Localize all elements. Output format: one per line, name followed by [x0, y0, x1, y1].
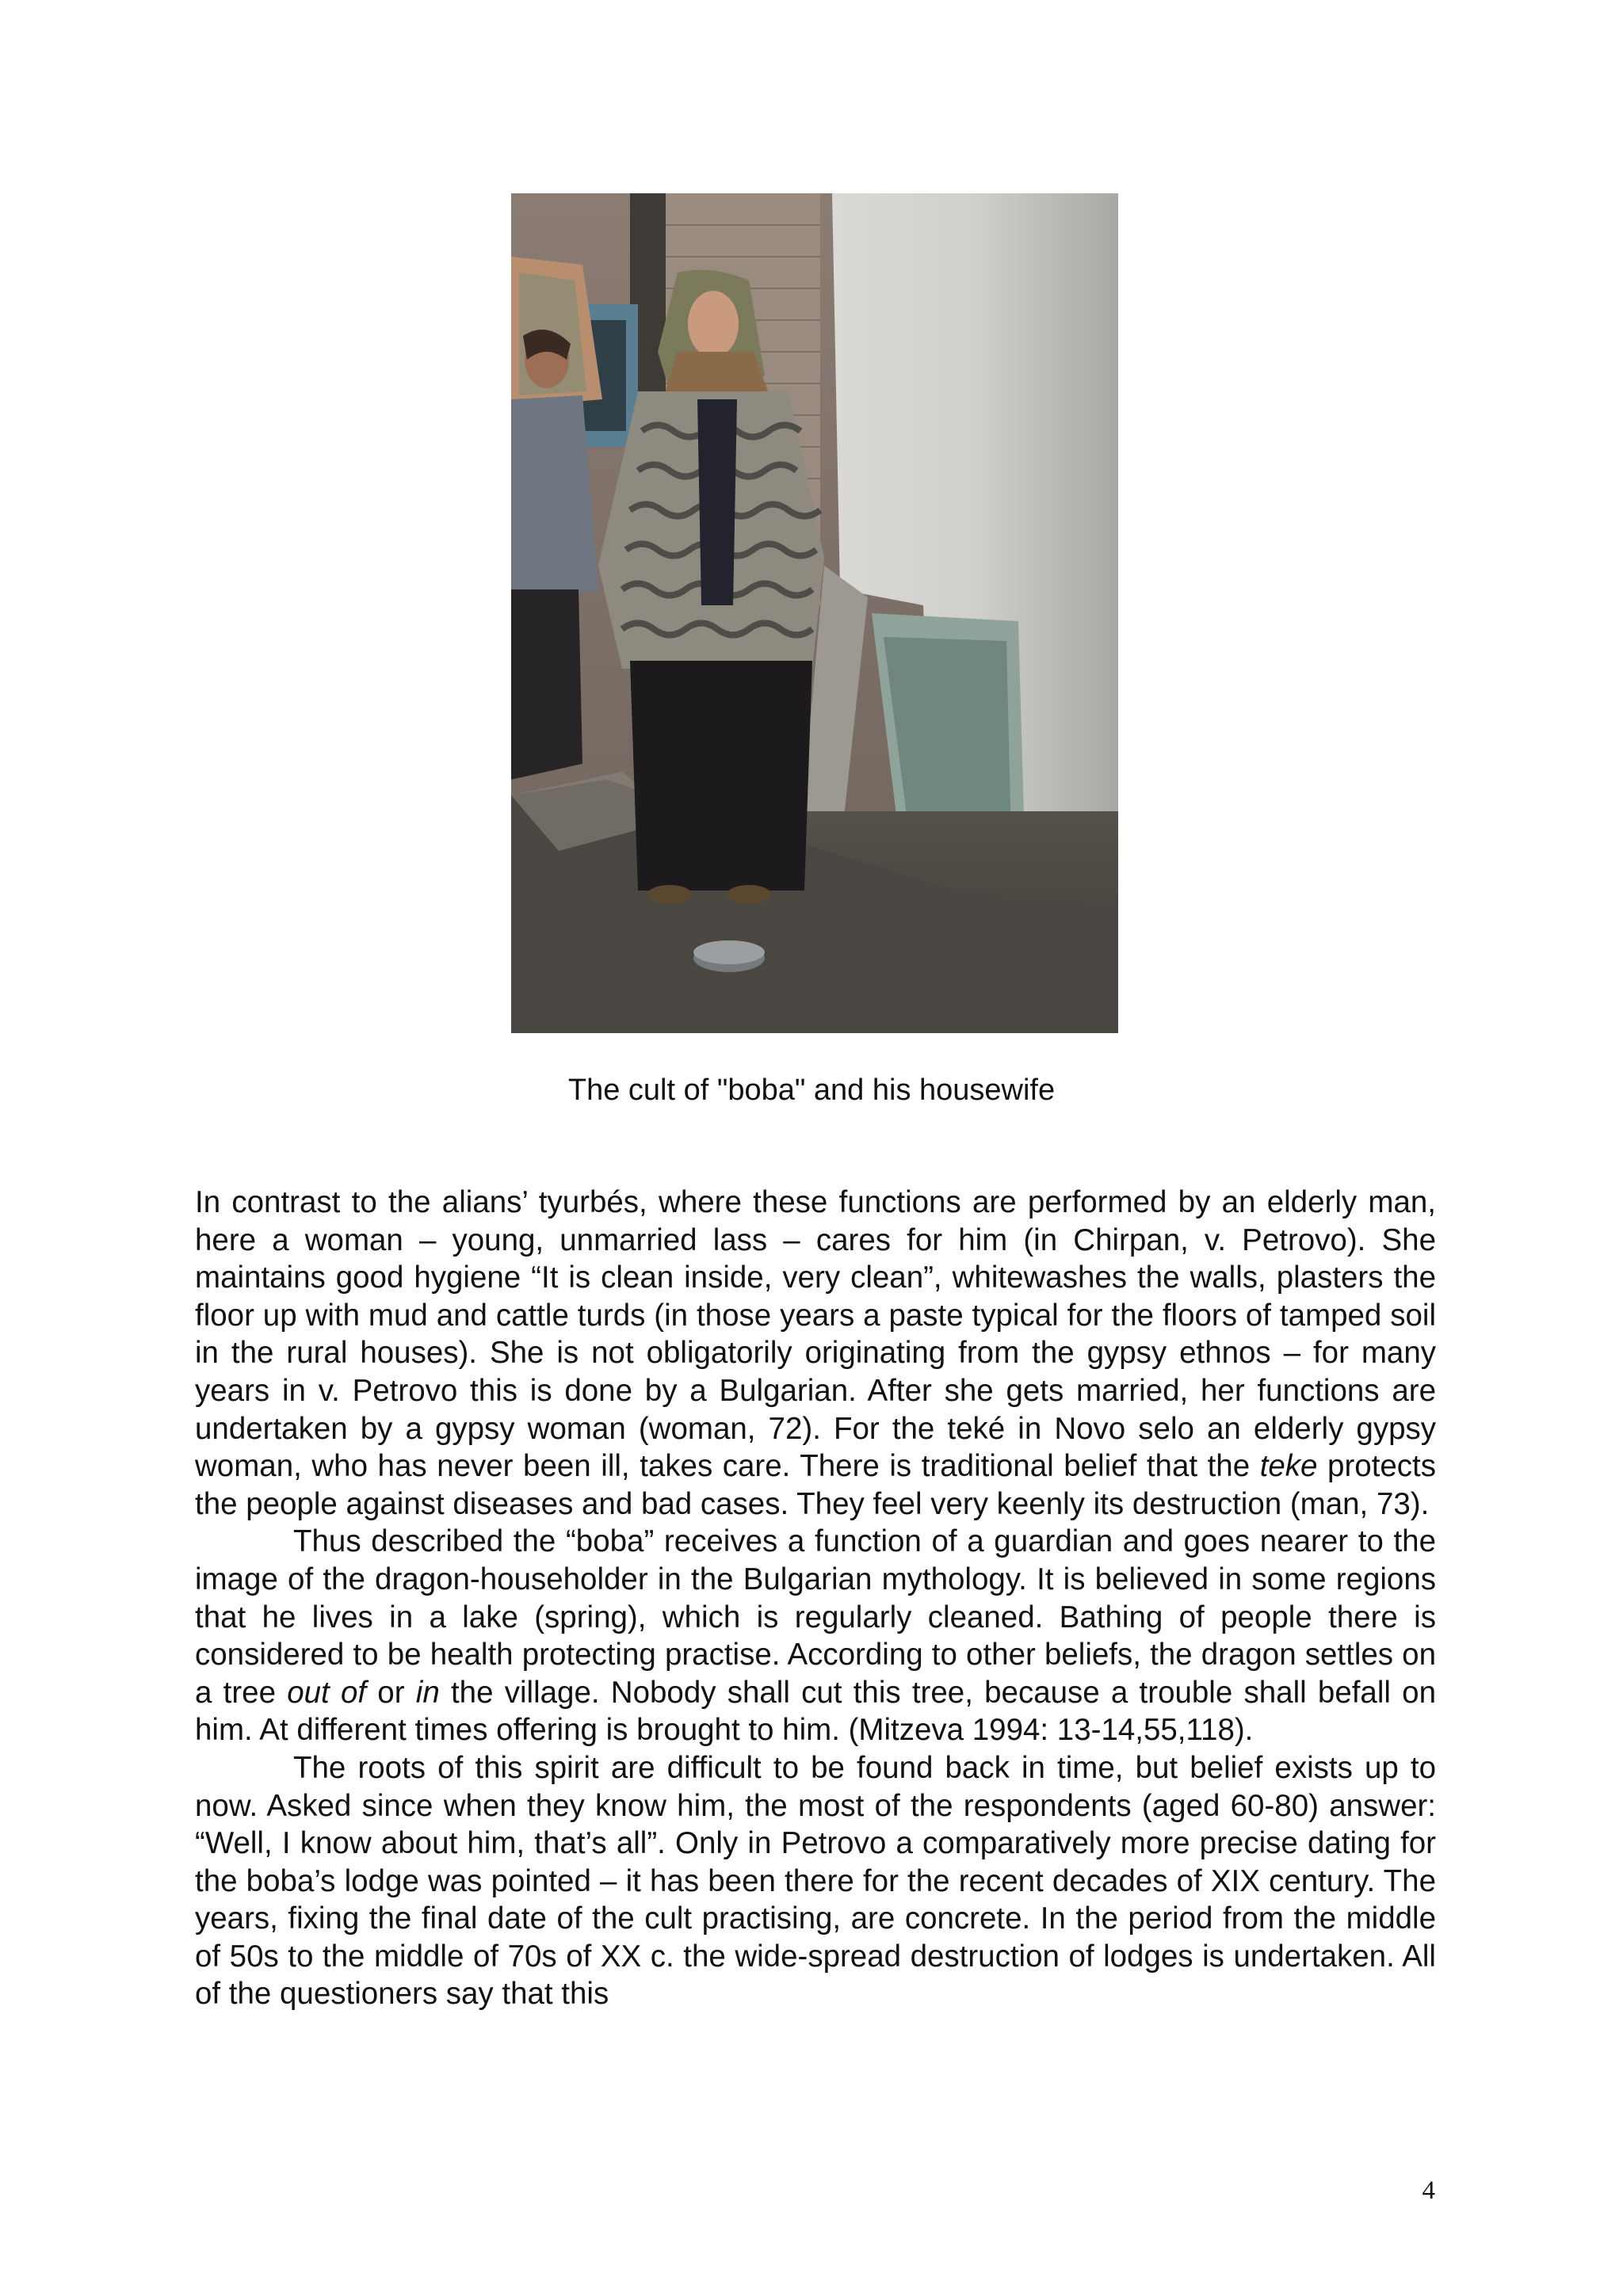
figure-caption: The cult of "boba" and his housewife [567, 1074, 1056, 1107]
page-number: 4 [1422, 2176, 1435, 2205]
paragraph-3: The roots of this spirit are difficult to be found back in time, but belief exists up to now. Asked since when they know him, the most of the respondents (aged 60-80) answer: “Well, I know about him, that’s all”. Only in Petrovo a comparatively more precise dating for the boba’s lodge was pointed – it has been there for the recent decades of XIX century. The years, fixing the final date of the cult practising, are concrete. In the period from the middle of 50s to the middle of 70s of XX c. the wide-spread destruction of lodges is undertaken. All of the questioners say that this [195, 1750, 1436, 2012]
paragraph-2-italic-1: out of [287, 1675, 367, 1710]
paragraph-1-text-a: In contrast to the alians’ tyurbés, where these functions are performed by an elderly man, here a woman – young, unmarried lass – cares for him (in Chirpan, v. Petrovo). She maintains good hygiene “It is clean inside, very clean”, whitewashes the walls, plasters the floor up with mud and cattle turds (in those years a paste typical for the floors of tamped soil in the rural houses). She is not obligatorily originating from the gypsy ethnos – for many years in v. Petrovo this is done by a Bulgarian. After she gets married, her functions are undertaken by a gypsy woman (woman, 72). For the teké in Novo selo an elderly gypsy woman, who has never been ill, takes care. There is traditional belief that the [195, 1185, 1436, 1484]
paragraph-2-text-a: Thus described the “boba” receives a function of a guardian and goes nearer to the image of the dragon-householder in the Bulgarian mythology. It is believed in some regions that he lives in a lake (spring), which is regularly cleaned. Bathing of people there is considered to be health protecting practise. According to other beliefs, the dragon settles on a tree [195, 1524, 1436, 1710]
paragraph-2 [195, 1523, 1436, 1749]
paragraph-1-italic: teke [1259, 1449, 1318, 1484]
paragraph-2-text-c: the village. Nobody shall cut this tree, because a trouble shall befall on him. At different times offering is brought to him. (Mitzeva 1994: 13-14,55,118). [195, 1675, 1436, 1748]
paragraph-2-text-b: or [366, 1675, 416, 1710]
paragraph-1-text-b: protects the people against diseases and bad cases. They feel very keenly its destruction (man, 73). [195, 1449, 1436, 1521]
body-text [195, 1184, 1436, 2013]
photo-illustration [511, 193, 1118, 1033]
paragraph-2-italic-2: in [415, 1675, 440, 1710]
paragraph-1 [195, 1184, 1436, 1523]
photograph [511, 193, 1118, 1033]
